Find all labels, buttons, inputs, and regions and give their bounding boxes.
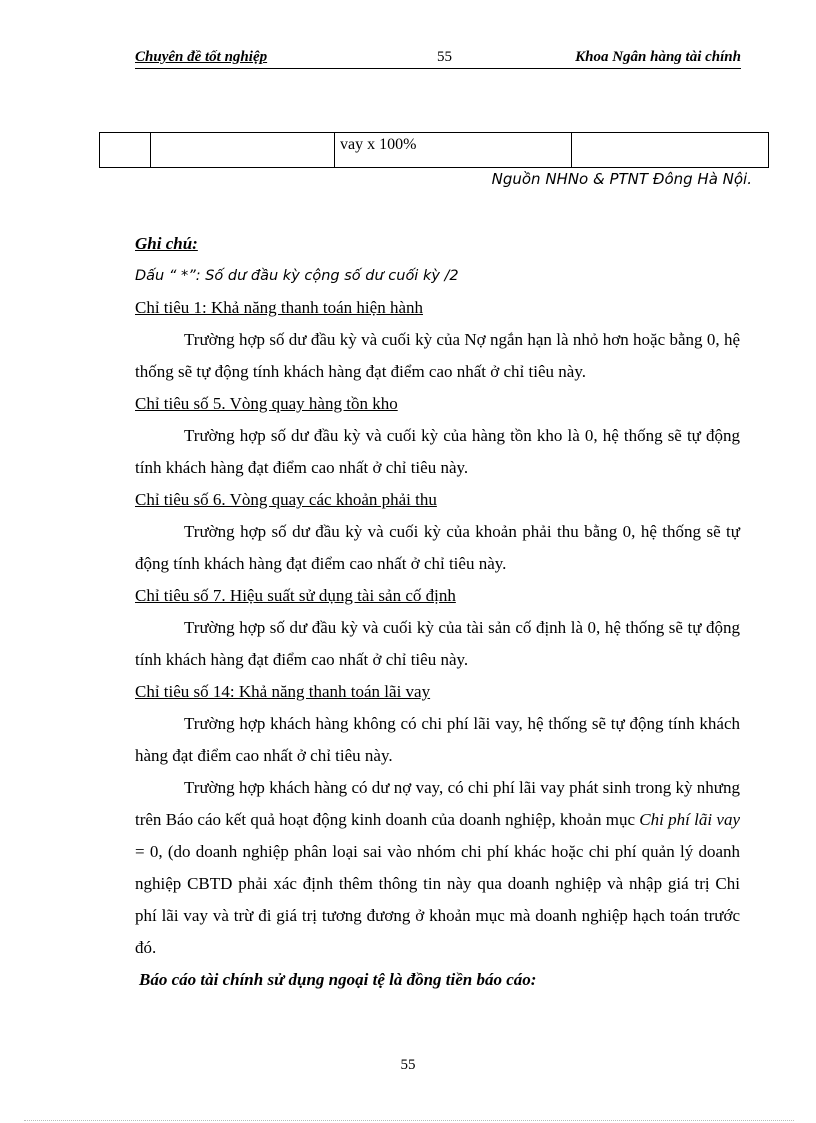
table-cell [151,133,335,168]
footer-page-number: 55 [400,1057,416,1073]
italic-term: Chi phí lãi vay [639,810,740,829]
table-cell [100,133,151,168]
page-bottom-rule [24,1120,794,1121]
header-page-number: 55 [437,49,452,65]
header-thesis-title: Chuyên đề tốt nghiệp [135,49,268,65]
criterion-14-heading: Chỉ tiêu số 14: Khả năng thanh toán lãi vay [135,682,431,701]
table-cell [572,133,769,168]
criterion-14-text: Trường hợp khách hàng không có chi phí lãi vay, hệ thống sẽ tự động tính khách hàng đạt điểm cao nhất ở chỉ tiêu này. [135,714,740,765]
criterion-1-heading: Chỉ tiêu 1: Khả năng thanh toán hiện hành [135,298,423,317]
criterion-7-heading: Chỉ tiêu số 7. Hiệu suất sử dụng tài sản cố định [135,586,456,605]
table-row [100,133,769,168]
closing-heading: Báo cáo tài chính sử dụng ngoại tệ là đồng tiền báo cáo: [139,970,537,989]
criterion-1-text: Trường hợp số dư đầu kỳ và cuối kỳ của Nợ ngắn hạn là nhỏ hơn hoặc bằng 0, hệ thống sẽ tự động tính khách hàng đạt điểm cao nhất ở chỉ tiêu này. [135,330,740,381]
page-header [135,48,741,69]
criterion-6-text: Trường hợp số dư đầu kỳ và cuối kỳ của khoản phải thu bằng 0, hệ thống sẽ tự động tính khách hàng đạt điểm cao nhất ở chỉ tiêu này. [135,522,740,573]
criterion-6-heading: Chỉ tiêu số 6. Vòng quay các khoản phải thu [135,490,437,509]
criterion-5-heading: Chỉ tiêu số 5. Vòng quay hàng tồn kho [135,394,398,413]
star-note: Dấu “ *”: Số dư đầu kỳ cộng số dư cuối kỳ /2 [135,268,459,284]
table-fragment [99,132,769,168]
interest-expense-paragraph: Trường hợp khách hàng có dư nợ vay, có chi phí lãi vay phát sinh trong kỳ nhưng trên Báo cáo kết quả hoạt động kinh doanh của doanh nghiệp, khoản mục Chi phí lãi vay = 0, (do doanh nghiệp phân loại sai vào nhóm chi phí khác hoặc chi phí quản lý doanh nghiệp CBTD phải xác định thêm thông tin này qua doanh nghiệp và nhập giá trị Chi phí lãi vay và trừ đi giá trị tương đương ở khoản mục mà doanh nghiệp hạch toán trước đó. [135,778,740,957]
criterion-7-text: Trường hợp số dư đầu kỳ và cuối kỳ của tài sản cố định là 0, hệ thống sẽ tự động tính khách hàng đạt điểm cao nhất ở chỉ tiêu này. [135,618,740,669]
criterion-5-text: Trường hợp số dư đầu kỳ và cuối kỳ của hàng tồn kho là 0, hệ thống sẽ tự động tính khách hàng đạt điểm cao nhất ở chỉ tiêu này. [135,426,740,477]
table-cell-formula: vay x 100% [335,133,572,168]
header-faculty: Khoa Ngân hàng tài chính [575,49,741,65]
notes-title: Ghi chú: [135,234,198,253]
notes-section [135,228,740,996]
source-note: Nguồn NHNo & PTNT Đông Hà Nội. [491,170,752,188]
